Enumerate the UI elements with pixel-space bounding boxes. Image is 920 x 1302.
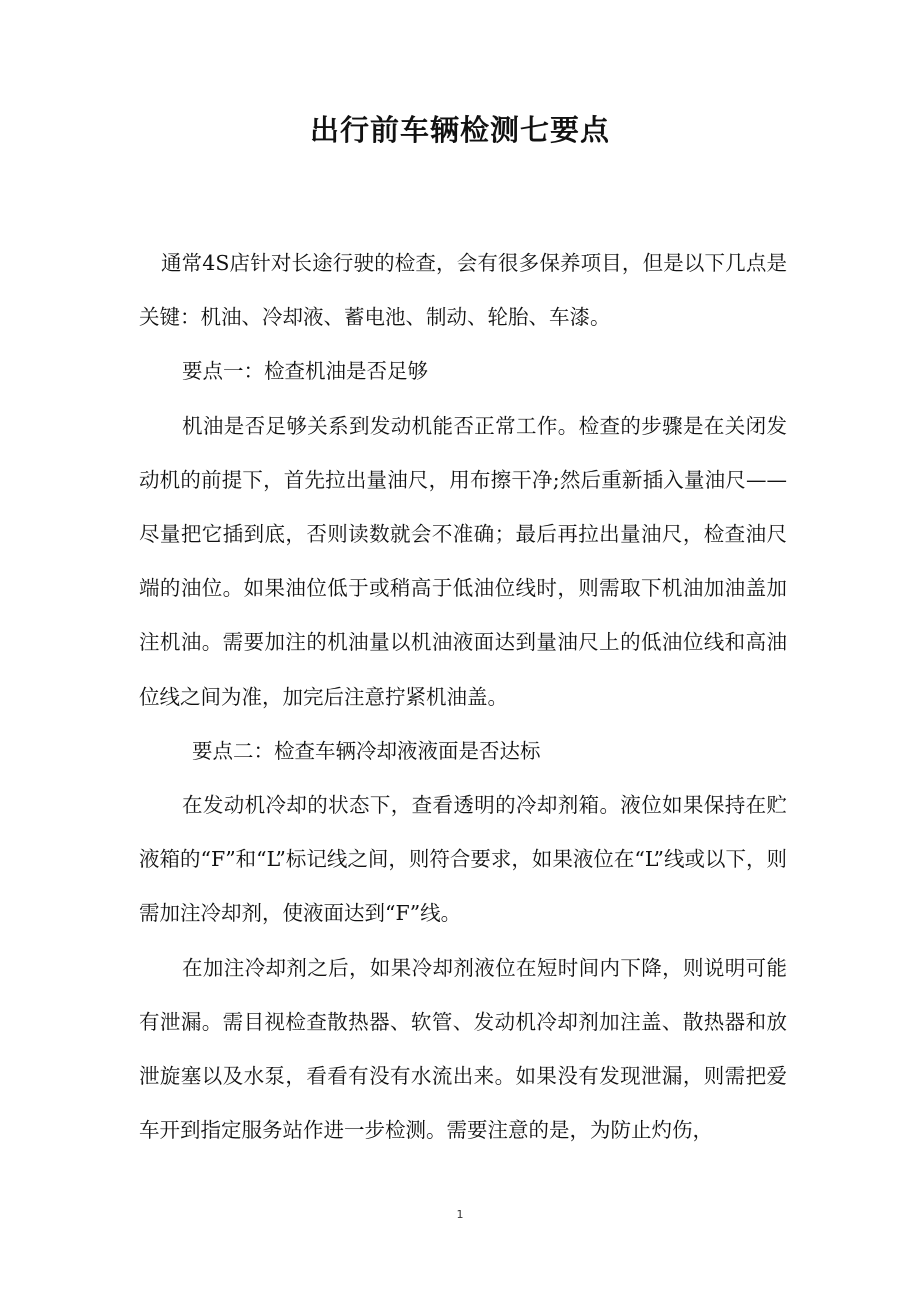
paragraph-oil-check: 机油是否足够关系到发动机能否正常工作。检查的步骤是在关闭发动机的前提下，首先拉出量油尺，用布擦干净;然后重新插入量油尺——尽量把它插到底，否则读数就会不准确；最后再拉出量油尺，检查油尺端的油位。如果油位低于或稍高于低油位线时，则需取下机油加油盖加注机油。需要加注的机油量以机油液面达到量油尺上的低油位线和高油位线之间为准，加完后注意拧紧机油盖。	[139, 413, 787, 709]
heading-point-two: 要点二：检查车辆冷却液液面是否达标	[192, 738, 541, 763]
document-body	[139, 236, 787, 1157]
document-title: 出行前车辆检测七要点	[309, 113, 610, 147]
paragraph-intro: 通常4S店针对长途行驶的检查，会有很多保养项目，但是以下几点是关键：机油、冷却液、蓄电池、制动、轮胎、车漆。	[139, 251, 787, 330]
heading-point-one: 要点一：检查机油是否足够	[182, 359, 428, 384]
paragraph-coolant-leak: 在加注冷却剂之后，如果冷却剂液位在短时间内下降，则说明可能有泄漏。需目视检查散热器、软管、发动机冷却剂加注盖、散热器和放泄旋塞以及水泵，看看有没有水流出来。如果没有发现泄漏，则需把爱车开到指定服务站作进一步检测。需要注意的是，为防止灼伤，	[139, 955, 787, 1143]
paragraph-coolant-level: 在发动机冷却的状态下，查看透明的冷却剂箱。液位如果保持在贮液箱的“F”和“L”标记线之间，则符合要求，如果液位在“L”线或以下，则需加注冷却剂，使液面达到“F”线。	[139, 793, 788, 926]
page-number: 1	[456, 1208, 464, 1221]
